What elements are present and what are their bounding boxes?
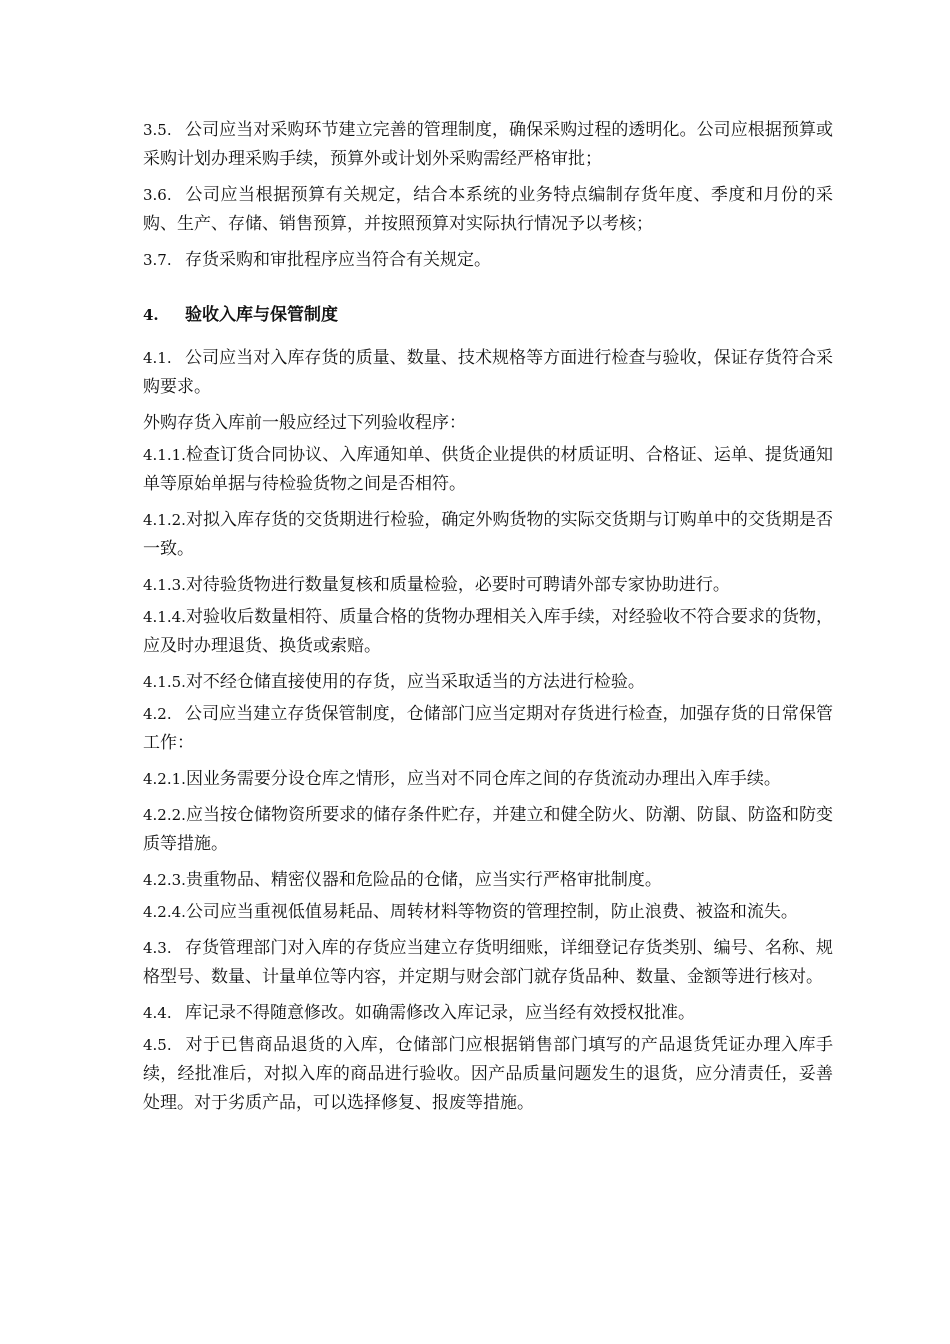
clause-text: 外购存货入库前一般应经过下列验收程序： xyxy=(143,413,466,433)
clause-text: 公司应当建立存货保管制度，仓储部门应当定期对存货进行检查，加强存货的日常保管工作： xyxy=(143,704,833,753)
clause-number: 4.2.2. xyxy=(143,806,186,824)
paragraph-4-1-2 xyxy=(143,506,833,564)
clause-text: 公司应当重视低值易耗品、周转材料等物资的管理控制，防止浪费、被盗和流失。 xyxy=(185,902,798,922)
clause-text: 对拟入库存货的交货期进行检验，确定外购货物的实际交货期与订购单中的交货期是否一致。 xyxy=(143,510,833,559)
clause-text: 公司应当根据预算有关规定，结合本系统的业务特点编制存货年度、季度和月份的采购、生产、存储、销售预算，并按照预算对实际执行情况予以考核； xyxy=(143,185,833,234)
clause-text: 因业务需要分设仓库之情形，应当对不同仓库之间的存货流动办理出入库手续。 xyxy=(185,769,781,789)
paragraph-3-5 xyxy=(143,116,833,174)
clause-number: 4.5. xyxy=(143,1036,172,1054)
clause-text: 公司应当对入库存货的质量、数量、技术规格等方面进行检查与验收，保证存货符合采购要求。 xyxy=(143,348,833,397)
paragraph-4-2 xyxy=(143,700,833,758)
clause-number: 4.4. xyxy=(143,1004,172,1022)
clause-text: 对不经仓储直接使用的存货，应当采取适当的方法进行检验。 xyxy=(185,672,645,692)
clause-number: 4.1.4. xyxy=(143,608,186,626)
clause-number: 4.2. xyxy=(143,705,172,723)
section-heading xyxy=(143,301,833,330)
paragraph-4-2-2 xyxy=(143,801,833,859)
clause-text: 对待验货物进行数量复核和质量检验，必要时可聘请外部专家协助进行。 xyxy=(185,575,730,595)
section-title: 验收入库与保管制度 xyxy=(185,305,338,325)
clause-number: 3.5. xyxy=(143,121,172,139)
section-number: 4. xyxy=(143,306,159,324)
paragraph-4-5 xyxy=(143,1031,833,1118)
paragraph-intro xyxy=(143,409,833,438)
paragraph-4-2-3 xyxy=(143,866,833,895)
clause-text: 贵重物品、精密仪器和危险品的仓储，应当实行严格审批制度。 xyxy=(185,870,662,890)
clause-number: 4.1.3. xyxy=(143,576,186,594)
clause-number: 3.6. xyxy=(143,186,172,204)
clause-text: 对验收后数量相符、质量合格的货物办理相关入库手续，对经验收不符合要求的货物，应及时办理退货、换货或索赔。 xyxy=(143,607,833,656)
clause-text: 对于已售商品退货的入库，仓储部门应根据销售部门填写的产品退货凭证办理入库手续，经批准后，对拟入库的商品进行验收。因产品质量问题发生的退货，应分清责任，妥善处理。对于劣质产品，可以选择修复、报废等措施。 xyxy=(143,1035,833,1113)
clause-number: 4.1. xyxy=(143,349,172,367)
clause-text: 应当按仓储物资所要求的储存条件贮存，并建立和健全防火、防潮、防鼠、防盗和防变质等措施。 xyxy=(143,805,833,854)
clause-number: 4.2.3. xyxy=(143,871,186,889)
paragraph-4-4 xyxy=(143,999,833,1028)
paragraph-3-7 xyxy=(143,246,833,275)
paragraph-4-1 xyxy=(143,344,833,402)
paragraph-4-1-3 xyxy=(143,571,833,600)
paragraph-4-1-1 xyxy=(143,441,833,499)
paragraph-4-1-4 xyxy=(143,603,833,661)
document-page xyxy=(143,116,833,1125)
clause-number: 4.1.1. xyxy=(143,446,186,464)
paragraph-4-2-1 xyxy=(143,765,833,794)
clause-number: 4.1.2. xyxy=(143,511,186,529)
clause-text: 存货采购和审批程序应当符合有关规定。 xyxy=(185,250,491,270)
paragraph-3-6 xyxy=(143,181,833,239)
clause-text: 公司应当对采购环节建立完善的管理制度，确保采购过程的透明化。公司应根据预算或采购计划办理采购手续，预算外或计划外采购需经严格审批； xyxy=(143,120,833,169)
clause-number: 4.2.4. xyxy=(143,903,186,921)
paragraph-4-3 xyxy=(143,934,833,992)
clause-text: 库记录不得随意修改。如确需修改入库记录，应当经有效授权批准。 xyxy=(185,1003,695,1023)
clause-number: 4.1.5. xyxy=(143,673,186,691)
clause-text: 检查订货合同协议、入库通知单、供货企业提供的材质证明、合格证、运单、提货通知单等原始单据与待检验货物之间是否相符。 xyxy=(143,445,833,494)
paragraph-4-1-5 xyxy=(143,668,833,697)
clause-number: 4.2.1. xyxy=(143,770,186,788)
clause-number: 4.3. xyxy=(143,939,172,957)
clause-number: 3.7. xyxy=(143,251,172,269)
clause-text: 存货管理部门对入库的存货应当建立存货明细账，详细登记存货类别、编号、名称、规格型号、数量、计量单位等内容，并定期与财会部门就存货品种、数量、金额等进行核对。 xyxy=(143,938,833,987)
paragraph-4-2-4 xyxy=(143,898,833,927)
